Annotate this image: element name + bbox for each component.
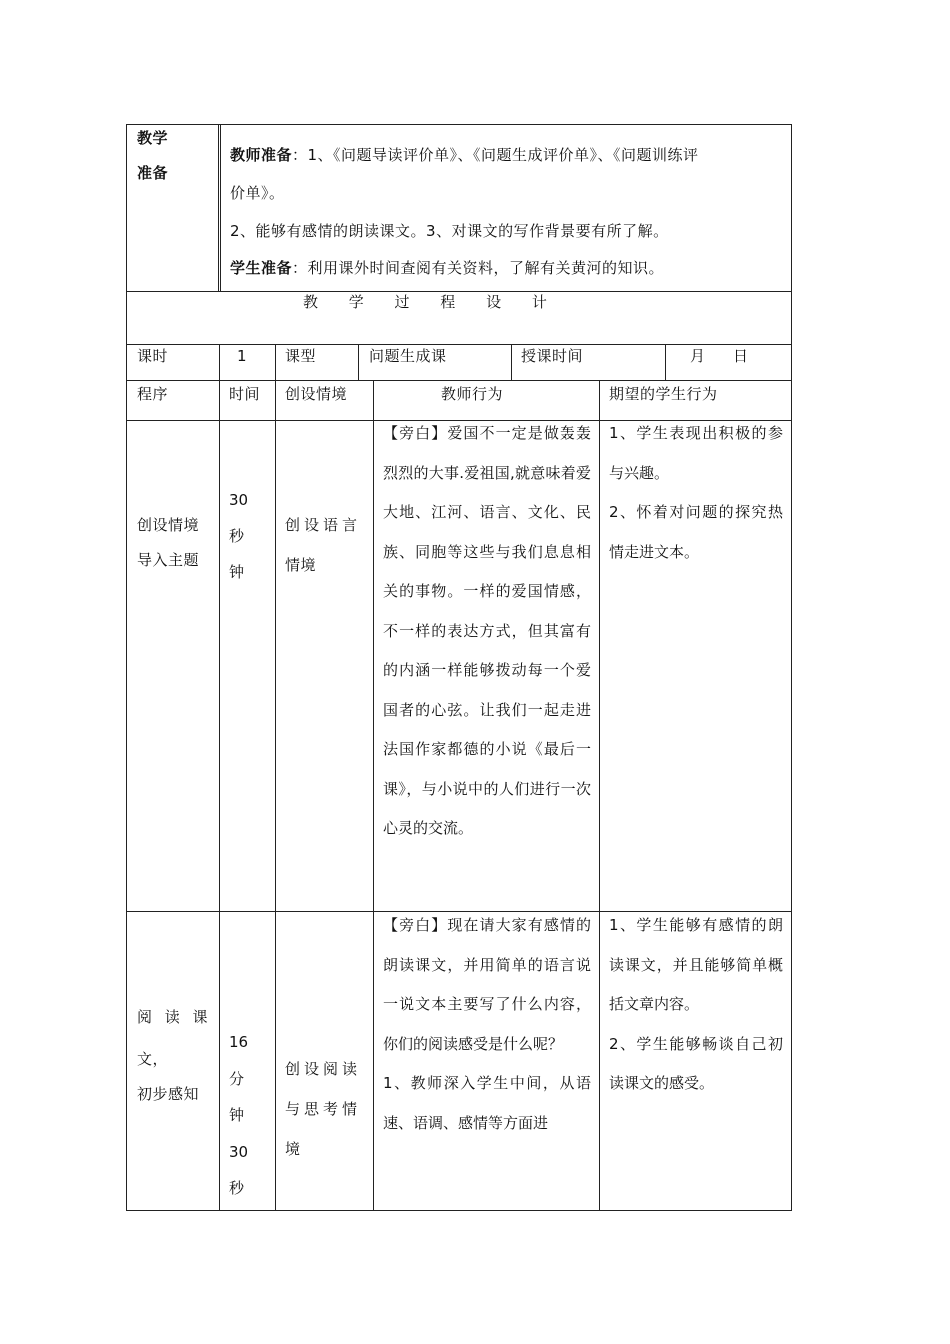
row1-procedure-line1: 创设情境: [137, 516, 200, 534]
header-teacher-behavior: 教师行为: [441, 385, 504, 403]
row2-time-line1: 16: [229, 1033, 249, 1051]
row2-time-line4: 30: [229, 1142, 249, 1161]
row2-procedure-line1: 阅 读 课: [137, 1008, 212, 1026]
header-situation: 创设情境: [285, 385, 348, 403]
row2-procedure-line2: 文，: [137, 1050, 169, 1068]
row2-situation-line1: 创设阅读: [285, 1060, 362, 1078]
row2-time-line5: 秒: [229, 1179, 245, 1197]
row1-time-line2: 秒: [229, 527, 245, 545]
column-divider: [219, 380, 220, 1211]
row2-student-behavior: 1、学生能够有感情的朗读课文，并且能够简单概括文章内容。 2、学生能够畅谈自己初读课文的感受。: [609, 916, 783, 1092]
row1-time-line1: 30: [229, 491, 249, 509]
student-prep-label: 学生准备: [230, 259, 293, 277]
teaching-time-label: 授课时间: [521, 347, 584, 365]
row1-teacher-behavior: 【旁白】爱国不一定是做轰轰烈烈的大事.爱祖国,就意味着爱大地、江河、语言、文化、民族、同胞等这些与我们息息相关的事物。一样的爱国情感，不一样的表达方式，但其富有的内涵一样能够拨动每一个爱国者的心弦。让我们一起走进法国作家都德的小说《最后一课》，与小说中的人们进行一次心灵的交流。: [383, 424, 591, 837]
header-student-behavior: 期望的学生行为: [609, 385, 718, 403]
column-divider: [511, 344, 512, 380]
period-value: 1: [237, 347, 248, 365]
period-label: 课时: [137, 347, 169, 365]
row1-procedure-line2: 导入主题: [137, 551, 200, 569]
teacher-prep-line1: [230, 136, 699, 175]
row2-time-line2: 分: [229, 1069, 245, 1088]
column-divider: [218, 124, 221, 291]
teacher-prep-text: ：1、《问题导读评价单》、《问题生成评价单》、《问题训练评: [292, 146, 699, 164]
row2-time-line3: 钟: [229, 1106, 245, 1124]
row1-time-line3: 钟: [229, 563, 245, 581]
header-time: 时间: [229, 385, 261, 403]
row2-situation-line3: 境: [285, 1140, 301, 1158]
row2-teacher-behavior: 【旁白】现在请大家有感情的朗读课文，并用简单的语言说一说文本主要写了什么内容，你们的阅读感受是什么呢？ 1、教师深入学生中间，从语速、语调、感情等方面进: [383, 916, 591, 1132]
column-divider: [599, 380, 600, 1211]
lesson-type-label: 课型: [285, 347, 317, 365]
column-divider: [275, 344, 276, 380]
column-divider: [373, 380, 374, 1211]
teacher-prep-label: 教师准备: [230, 146, 293, 164]
row1-situation-line2: 情境: [285, 556, 317, 574]
row1-situation-line1: 创设语言: [285, 516, 362, 534]
header-procedure: 程序: [137, 385, 169, 403]
prep-line3: 2、能够有感情的朗读课文。3、对课文的写作背景要有所了解。: [230, 222, 669, 240]
column-divider: [219, 344, 220, 380]
lesson-type-value: 问题生成课: [369, 347, 447, 365]
row2-situation-line2: 与思考情: [285, 1100, 362, 1118]
column-divider: [275, 380, 276, 1211]
student-prep-text: ：利用课外时间查阅有关资料，了解有关黄河的知识。: [292, 259, 665, 277]
teacher-prep-line2: 价单》。: [230, 184, 285, 202]
design-title: 教 学 过 程 设 计: [303, 293, 560, 311]
prep-heading-line2: 准备: [137, 164, 169, 182]
row2-time: [229, 1024, 248, 1207]
row1-time: [229, 482, 248, 590]
row1-student-behavior: 1、学生表现出积极的参与兴趣。 2、怀着对问题的探究热情走进文本。: [609, 424, 783, 561]
day-label: 日: [733, 347, 749, 365]
month-label: 月: [690, 347, 706, 365]
column-divider: [358, 344, 359, 380]
row2-procedure-line3: 初步感知: [137, 1085, 200, 1103]
prep-heading-line1: 教学: [137, 129, 169, 147]
